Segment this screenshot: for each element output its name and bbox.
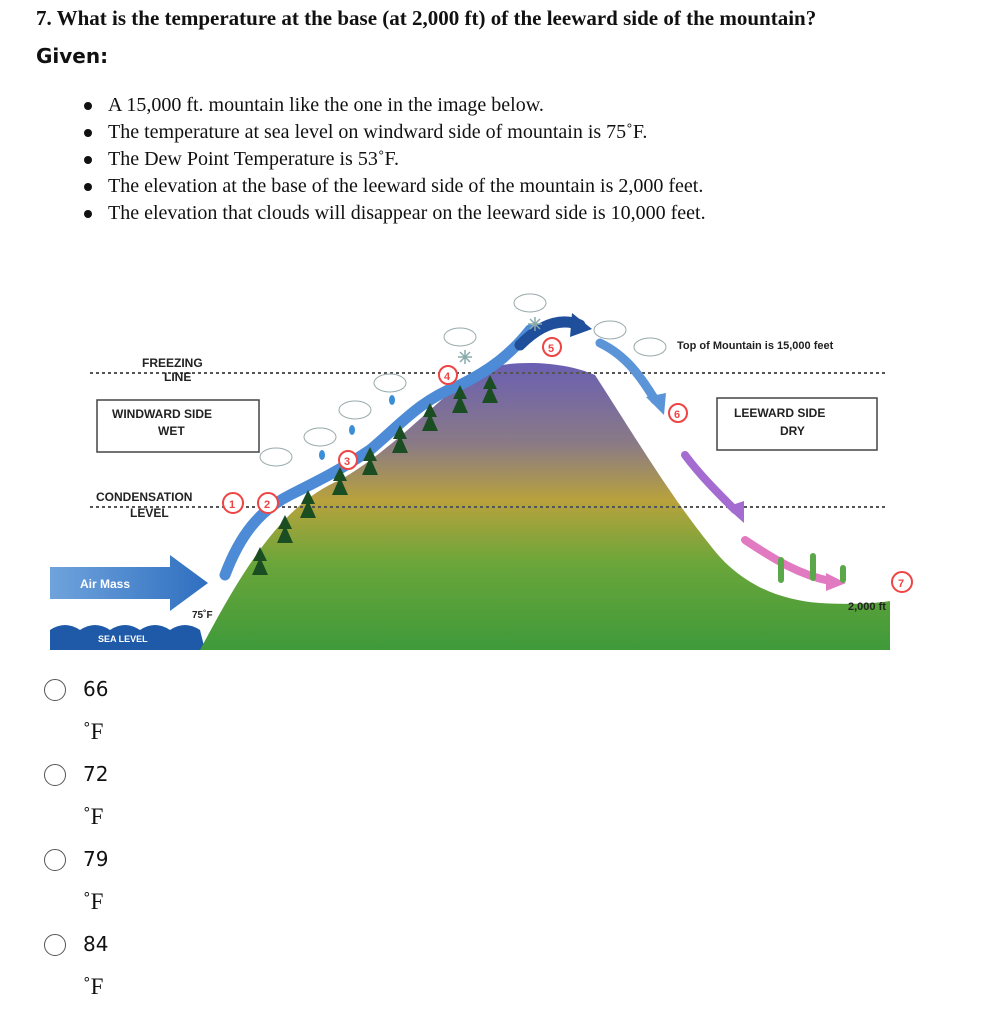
cactus-icon [778,557,784,583]
bullet-dot-icon [84,183,92,191]
given-item: A 15,000 ft. mountain like the one in the image below. [78,92,706,119]
leeward-base-label: 2,000 ft [848,601,886,613]
answer-option-72[interactable] [44,762,164,842]
step-5-label: 5 [548,343,555,355]
given-heading: Given: [36,44,109,68]
step-3-label: 3 [344,456,351,468]
given-item: The Dew Point Temperature is 53˚F. [78,146,706,173]
mountain-diagram [40,285,905,665]
condensation-label: CONDENSATION [96,490,193,504]
top-of-mountain-label: Top of Mountain is 15,000 feet [677,340,834,352]
radio-button[interactable] [44,679,66,701]
option-value: 66 [83,677,109,701]
bullet-dot-icon [84,129,92,137]
bullet-dot-icon [84,156,92,164]
cloud-icon [444,328,476,346]
leeward-box-title: LEEWARD SIDE [734,406,826,420]
option-unit: ˚F [83,804,104,829]
given-item: The elevation at the base of the leeward side of the mountain is 2,000 feet. [78,173,706,200]
step-4-label: 4 [444,371,451,383]
option-unit: ˚F [83,719,104,744]
air-mass-label: Air Mass [80,577,131,591]
snowflake-icon [458,350,472,364]
windward-box-sub: WET [158,424,185,438]
answer-option-66[interactable] [44,677,164,757]
raindrop-icon [319,450,325,460]
step-6-label: 6 [674,409,681,421]
given-item: The elevation that clouds will disappear on the leeward side is 10,000 feet. [78,200,706,227]
step-2-label: 2 [264,499,271,511]
snowflake-icon [528,317,542,331]
radio-button[interactable] [44,849,66,871]
given-list [78,92,706,227]
cloud-icon [260,448,292,466]
summit-arrowhead [570,313,592,337]
given-item: The temperature at sea level on windward side of mountain is 75˚F. [78,119,706,146]
cloud-icon [594,321,626,339]
question-title: 7. What is the temperature at the base (at 2,000 ft) of the leeward side of the mountain? [36,6,817,30]
radio-button[interactable] [44,934,66,956]
condensation-label-line2: LEVEL [130,506,169,520]
bullet-dot-icon [84,210,92,218]
answer-option-79[interactable] [44,847,164,927]
leeward-arrow-3 [745,540,830,581]
cloud-icon [339,401,371,419]
freezing-label-line2: LINE [164,370,192,384]
freezing-label: FREEZING [142,356,203,370]
option-unit: ˚F [83,974,104,999]
radio-button[interactable] [44,764,66,786]
option-unit: ˚F [83,889,104,914]
step-7-label: 7 [898,578,905,590]
cloud-icon [374,374,406,392]
option-value: 84 [83,932,109,956]
cactus-icon [840,565,846,583]
cloud-icon [634,338,666,356]
option-value: 72 [83,762,109,786]
leeward-arrow-2 [685,455,735,510]
raindrop-icon [389,395,395,405]
base-temp-label: 75˚F [192,610,213,621]
answer-option-84[interactable] [44,932,164,1012]
sea-level-label: SEA LEVEL [98,634,148,644]
windward-box-title: WINDWARD SIDE [112,407,212,421]
cloud-icon [304,428,336,446]
option-value: 79 [83,847,109,871]
bullet-dot-icon [84,102,92,110]
step-1-label: 1 [229,499,236,511]
leeward-box-sub: DRY [780,424,805,438]
cactus-icon [810,553,816,581]
raindrop-icon [349,425,355,435]
cloud-icon [514,294,546,312]
